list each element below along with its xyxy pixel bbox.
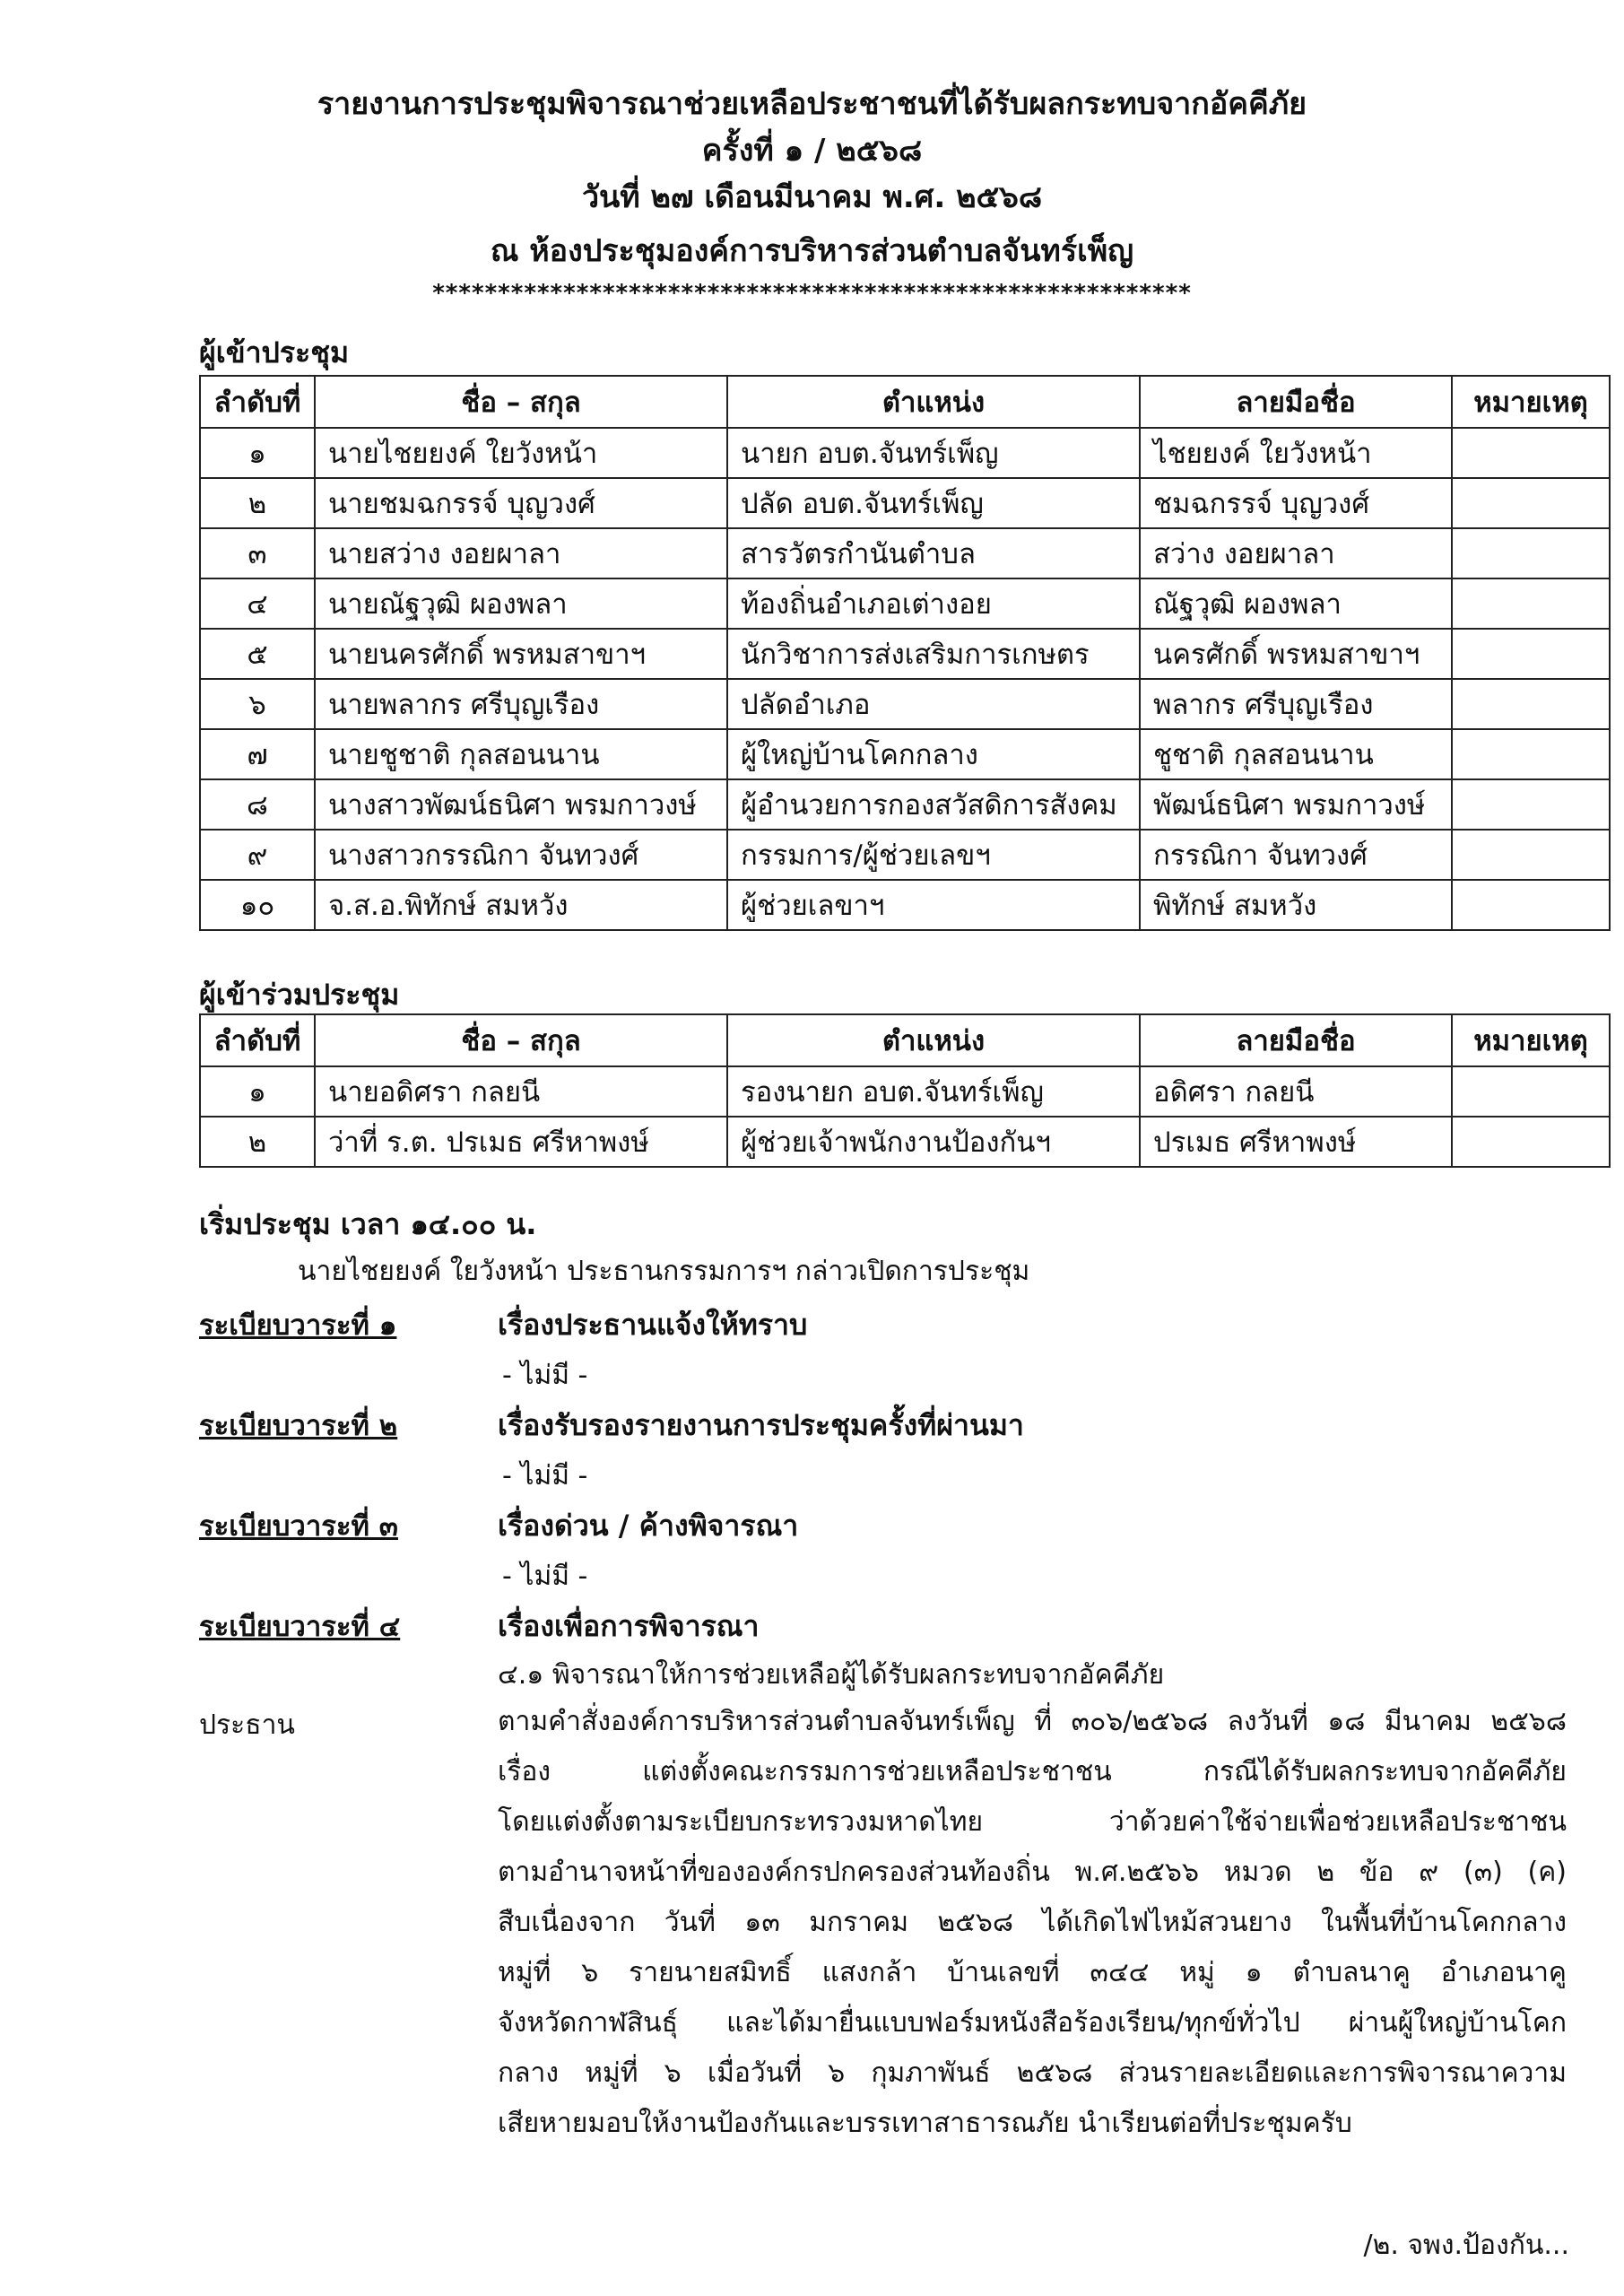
cell-position: ผู้ช่วยเลขาฯ <box>727 880 1140 930</box>
cell-note <box>1452 880 1610 930</box>
cell-position: รองนายก อบต.จันทร์เพ็ญ <box>727 1066 1140 1117</box>
cell-signature: พัฒน์ธนิศา พรมกาวงษ์ <box>1140 779 1452 830</box>
table-row <box>200 1117 1610 1167</box>
cell-signature: พิทักษ์ สมหวัง <box>1140 880 1452 930</box>
cell-no: ๒ <box>200 478 315 528</box>
statement-line: ตามคำสั่งองค์การบริหารส่วนตำบลจันทร์เพ็ญ ที่ ๓๐๖/๒๕๖๘ ลงวันที่ ๑๘ มีนาคม ๒๕๖๘ <box>498 1706 1567 1737</box>
cell-name: นายณัฐวุฒิ ผองพลา <box>315 578 727 629</box>
col-header-name: ชื่อ – สกุล <box>315 1014 727 1066</box>
table-row <box>200 830 1610 880</box>
cell-name: นางสาวกรรณิกา จันทวงศ์ <box>315 830 727 880</box>
cell-note <box>1452 729 1610 779</box>
report-title: รายงานการประชุมพิจารณาช่วยเหลือประชาชนที่ได้รับผลกระทบจากอัคคีภัย <box>317 86 1307 122</box>
cell-no: ๔ <box>200 578 315 629</box>
table-row <box>200 528 1610 578</box>
cell-signature: ชูชาติ กุลสอนนาน <box>1140 729 1452 779</box>
cell-no: ๑ <box>200 428 315 478</box>
cell-no: ๘ <box>200 779 315 830</box>
statement-line: สืบเนื่องจาก วันที่ ๑๓ มกราคม ๒๕๖๘ ได้เกิดไฟไหม้สวนยาง ในพื้นที่บ้านโคกกลาง <box>498 1907 1567 1938</box>
agenda-3-label: ระเบียบวาระที่ ๓ <box>199 1510 398 1543</box>
cell-position: ผู้ช่วยเจ้าพนักงานป้องกันฯ <box>727 1117 1140 1167</box>
table-row <box>200 629 1610 679</box>
cell-note <box>1452 1066 1610 1117</box>
meeting-date: วันที่ ๒๗ เดือนมีนาคม พ.ศ. ๒๕๖๘ <box>581 179 1043 215</box>
cell-signature: ณัฐวุฒิ ผองพลา <box>1140 578 1452 629</box>
cell-position: สารวัตรกำนันตำบล <box>727 528 1140 578</box>
cell-signature: สว่าง งอยผาลา <box>1140 528 1452 578</box>
cell-position: ท้องถิ่นอำเภอเต่างอย <box>727 578 1140 629</box>
cell-name: นายสว่าง งอยผาลา <box>315 528 727 578</box>
table-row <box>200 679 1610 729</box>
cell-name: จ.ส.อ.พิทักษ์ สมหวัง <box>315 880 727 930</box>
cell-position: นักวิชาการส่งเสริมการเกษตร <box>727 629 1140 679</box>
agenda-1-label: ระเบียบวาระที่ ๑ <box>199 1309 397 1342</box>
cell-note <box>1452 428 1610 478</box>
agenda-4-title: เรื่องเพื่อการพิจารณา <box>498 1609 760 1643</box>
chair-opening-line: นายไชยยงค์ ใยวังหน้า ประธานกรรมการฯ กล่าวเปิดการประชุม <box>298 1256 1030 1287</box>
cell-note <box>1452 830 1610 880</box>
agenda-2-note: - ไม่มี - <box>502 1460 588 1492</box>
table-header-row <box>200 376 1610 428</box>
table-row <box>200 1066 1610 1117</box>
cell-name: นายชมฉกรรจ์ บุญวงศ์ <box>315 478 727 528</box>
agenda-4-label: ระเบียบวาระที่ ๔ <box>199 1611 401 1643</box>
cell-name: นางสาวพัฒน์ธนิศา พรมกาวงษ์ <box>315 779 727 830</box>
cell-signature: ปรเมธ ศรีหาพงษ์ <box>1140 1117 1452 1167</box>
cell-signature: ไชยยงค์ ใยวังหน้า <box>1140 428 1452 478</box>
cell-name: นายชูชาติ กุลสอนนาน <box>315 729 727 779</box>
agenda-3-title: เรื่องด่วน / ค้างพิจารณา <box>498 1509 799 1543</box>
meeting-venue: ณ ห้องประชุมองค์การบริหารส่วนตำบลจันทร์เพ็ญ <box>490 233 1134 269</box>
cell-no: ๑ <box>200 1066 315 1117</box>
table-row <box>200 578 1610 629</box>
agenda-2-title: เรื่องรับรองรายงานการประชุมครั้งที่ผ่านมา <box>498 1408 1024 1442</box>
cell-note <box>1452 1117 1610 1167</box>
agenda-1-note: - ไม่มี - <box>502 1360 588 1391</box>
table-row <box>200 880 1610 930</box>
cell-signature: ชมฉกรรจ์ บุญวงศ์ <box>1140 478 1452 528</box>
statement-line: ตามอำนาจหน้าที่ขององค์กรปกครองส่วนท้องถิ่น พ.ศ.๒๕๖๖ หมวด ๒ ข้อ ๙ (๓) (ค) <box>498 1857 1567 1888</box>
cell-no: ๙ <box>200 830 315 880</box>
cell-no: ๕ <box>200 629 315 679</box>
cell-signature: นครศักดิ์ พรหมสาขาฯ <box>1140 629 1452 679</box>
cell-name: ว่าที่ ร.ต. ปรเมธ ศรีหาพงษ์ <box>315 1117 727 1167</box>
statement-line: จังหวัดกาฬสินธุ์ และได้มายื่นแบบฟอร์มหนังสือร้องเรียน/ทุกข์ทั่วไป ผ่านผู้ใหญ่บ้านโคก <box>498 2007 1567 2039</box>
participants-label: ผู้เข้าร่วมประชุม <box>199 978 400 1012</box>
cell-no: ๒ <box>200 1117 315 1167</box>
cell-note <box>1452 779 1610 830</box>
col-header-signature: ลายมือชื่อ <box>1140 376 1452 428</box>
col-header-note: หมายเหตุ <box>1452 1014 1610 1066</box>
statement-line: เรื่อง แต่งตั้งคณะกรรมการช่วยเหลือประชาชน กรณีได้รับผลกระทบจากอัคคีภัย <box>498 1756 1567 1787</box>
col-header-position: ตำแหน่ง <box>727 1014 1140 1066</box>
divider-stars: ********************************************************** <box>432 280 1192 307</box>
meeting-start-time: เริ่มประชุม เวลา ๑๔.๐๐ น. <box>199 1207 537 1241</box>
table-row <box>200 478 1610 528</box>
cell-position: ผู้อำนวยการกองสวัสดิการสังคม <box>727 779 1140 830</box>
continuation-note: /๒. จพง.ป้องกัน... <box>1363 2230 1569 2261</box>
statement-line: กลาง หมู่ที่ ๖ เมื่อวันที่ ๖ กุมภาพันธ์ ๒๕๖๘ ส่วนรายละเอียดและการพิจารณาความ <box>498 2057 1567 2089</box>
cell-note <box>1452 629 1610 679</box>
cell-name: นายนครศักดิ์ พรหมสาขาฯ <box>315 629 727 679</box>
cell-note <box>1452 528 1610 578</box>
col-header-signature: ลายมือชื่อ <box>1140 1014 1452 1066</box>
speaker-label: ประธาน <box>199 1709 295 1741</box>
agenda-3-note: - ไม่มี - <box>502 1561 588 1592</box>
cell-position: นายก อบต.จันทร์เพ็ญ <box>727 428 1140 478</box>
meeting-number: ครั้งที่ ๑ / ๒๕๖๘ <box>701 133 923 169</box>
cell-position: ปลัด อบต.จันทร์เพ็ญ <box>727 478 1140 528</box>
cell-position: กรรมการ/ผู้ช่วยเลขฯ <box>727 830 1140 880</box>
statement-line: เสียหายมอบให้งานป้องกันและบรรเทาสาธารณภัย นำเรียนต่อที่ประชุมครับ <box>498 2108 1352 2139</box>
cell-note <box>1452 578 1610 629</box>
col-header-no: ลำดับที่ <box>200 376 315 428</box>
cell-no: ๓ <box>200 528 315 578</box>
statement-line: หมู่ที่ ๖ รายนายสมิทธิ์ แสงกล้า บ้านเลขที่ ๓๔๔ หมู่ ๑ ตำบลนาคู อำเภอนาคู <box>498 1957 1567 1988</box>
agenda-2-label: ระเบียบวาระที่ ๒ <box>199 1410 398 1442</box>
cell-position: ผู้ใหญ่บ้านโคกกลาง <box>727 729 1140 779</box>
agenda-4-note: ๔.๑ พิจารณาให้การช่วยเหลือผู้ได้รับผลกระทบจากอัคคีภัย <box>498 1659 1165 1691</box>
table-row <box>200 779 1610 830</box>
table-row <box>200 428 1610 478</box>
cell-no: ๖ <box>200 679 315 729</box>
cell-no: ๗ <box>200 729 315 779</box>
attendees-table <box>199 375 1611 931</box>
attendees-label: ผู้เข้าประชุม <box>199 335 350 370</box>
cell-no: ๑๐ <box>200 880 315 930</box>
col-header-name: ชื่อ – สกุล <box>315 376 727 428</box>
table-row <box>200 729 1610 779</box>
statement-line: โดยแต่งตั้งตามระเบียบกระทรวงมหาดไทย ว่าด้วยค่าใช้จ่ายเพื่อช่วยเหลือประชาชน <box>498 1806 1567 1838</box>
cell-position: ปลัดอำเภอ <box>727 679 1140 729</box>
cell-name: นายอดิศรา กลยนี <box>315 1066 727 1117</box>
table-header-row <box>200 1014 1610 1066</box>
col-header-no: ลำดับที่ <box>200 1014 315 1066</box>
cell-note <box>1452 478 1610 528</box>
cell-name: นายไชยยงค์ ใยวังหน้า <box>315 428 727 478</box>
cell-signature: กรรณิกา จันทวงศ์ <box>1140 830 1452 880</box>
agenda-1-title: เรื่องประธานแจ้งให้ทราบ <box>498 1308 808 1342</box>
cell-signature: อดิศรา กลยนี <box>1140 1066 1452 1117</box>
cell-note <box>1452 679 1610 729</box>
col-header-note: หมายเหตุ <box>1452 376 1610 428</box>
cell-signature: พลากร ศรีบุญเรือง <box>1140 679 1452 729</box>
col-header-position: ตำแหน่ง <box>727 376 1140 428</box>
participants-table <box>199 1013 1611 1168</box>
cell-name: นายพลากร ศรีบุญเรือง <box>315 679 727 729</box>
